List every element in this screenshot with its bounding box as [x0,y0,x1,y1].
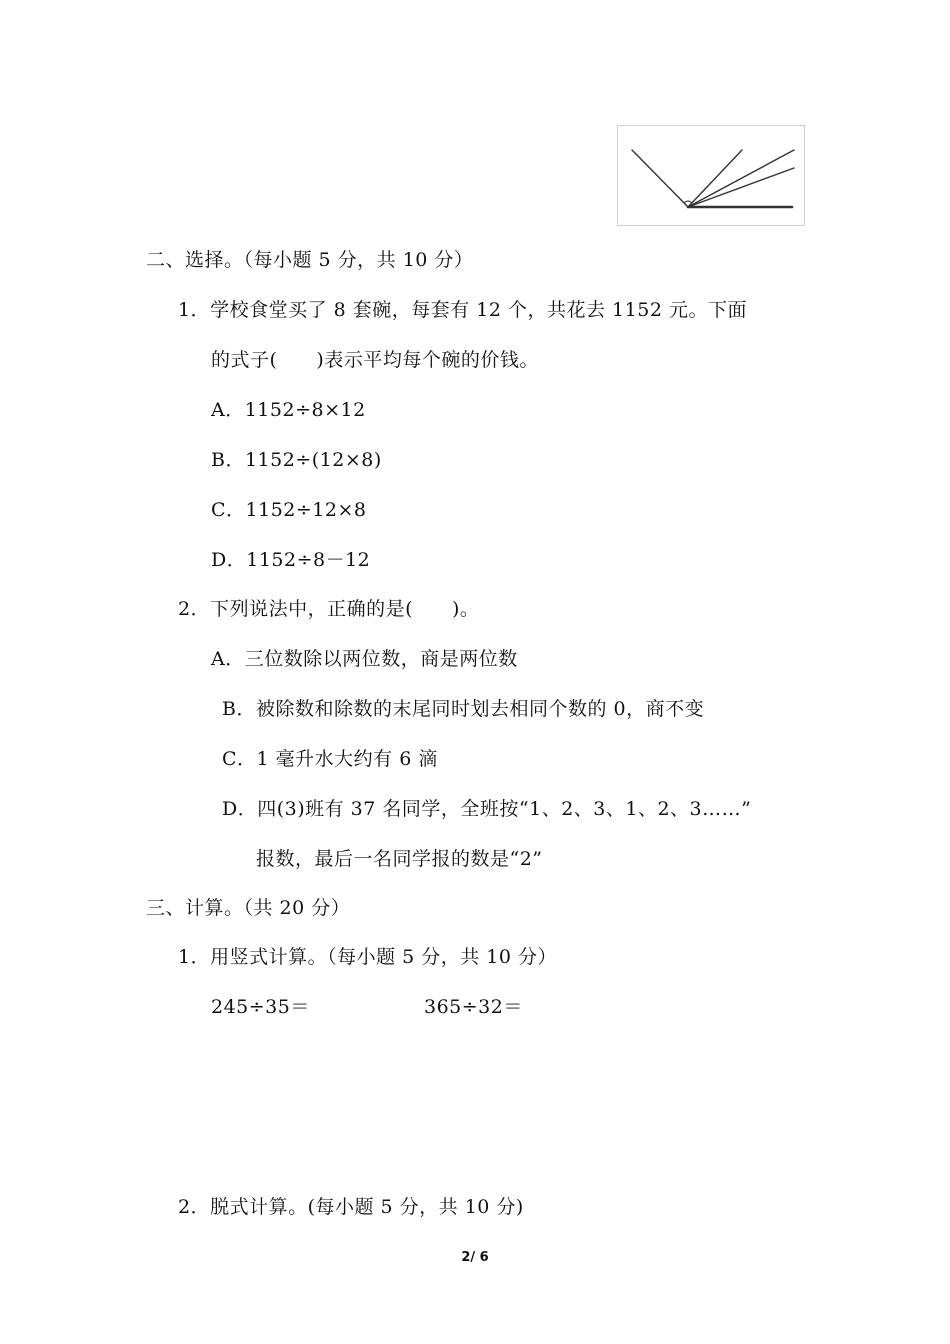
calc-q1-stem: 1．用竖式计算。（每小题 5 分，共 10 分） [178,946,558,968]
angle-rays-diagram [618,126,804,225]
page-number: 2/ 6 [461,1250,489,1265]
section-2-heading: 二、选择。（每小题 5 分，共 10 分） [146,249,474,271]
q2-stem: 2．下列说法中，正确的是( )。 [178,598,480,620]
q1-option-d: D．1152÷8－12 [211,549,371,571]
q2-option-d-continued: 报数，最后一名同学报的数是“2” [256,848,543,870]
section-3-heading: 三、计算。（共 20 分） [146,897,351,919]
calc-expr-1: 245÷35＝ [211,996,310,1018]
q1-stem-line1: 1．学校食堂买了 8 套碗，每套有 12 个，共花去 1152 元。下面 [178,299,747,321]
ray-shallow [688,168,794,207]
q1-stem-line2: 的式子( )表示平均每个碗的价钱。 [211,349,539,371]
ray-left [632,150,688,207]
q2-option-c: C．1 毫升水大约有 6 滴 [222,748,438,770]
calc-expr-2: 365÷32＝ [424,996,523,1018]
q1-option-b: B．1152÷(12×8) [211,449,382,471]
calc-q2-stem: 2．脱式计算。(每小题 5 分，共 10 分) [178,1196,524,1218]
q1-option-c: C．1152÷12×8 [211,499,367,521]
q1-option-a: A．1152÷8×12 [211,399,366,421]
q2-option-a: A．三位数除以两位数，商是两位数 [211,648,518,670]
angle-figure [617,125,805,226]
angle-arc [684,201,692,203]
ray-steep [688,150,742,207]
q2-option-b: B．被除数和除数的末尾同时划去相同个数的 0，商不变 [222,698,705,720]
q2-option-d: D．四(3)班有 37 名同学，全班按“1、2、3、1、2、3……” [222,798,752,820]
ray-middle [688,150,794,207]
